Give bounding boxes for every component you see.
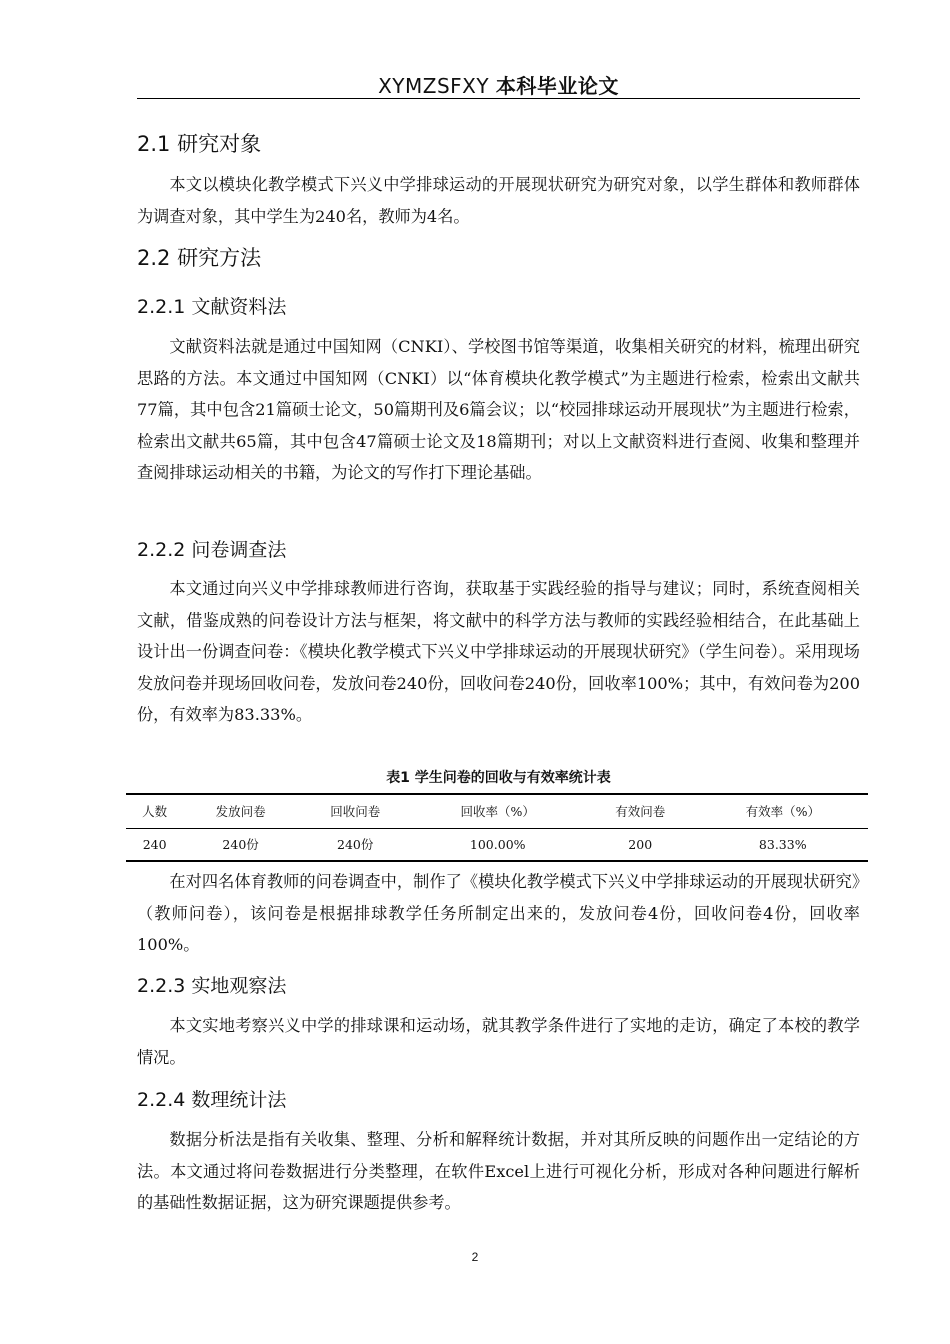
cell-returned: 240份 bbox=[337, 837, 374, 853]
heading-2-2-3: 2.2.3 实地观察法 bbox=[137, 975, 287, 997]
cell-issued: 240份 bbox=[222, 837, 259, 853]
paragraph-2-2-2-b: 在对四名体育教师的问卷调查中，制作了《模块化教学模式下兴义中学排球运动的开展现状研究》（教师问卷），该问卷是根据排球教学任务所制定出来的，发放问卷4份，回收问卷4份，回收率100%。 bbox=[137, 872, 860, 954]
col-header-return-rate: 回收率（%） bbox=[460, 804, 535, 820]
paragraph-2-2-3: 本文实地考察兴义中学的排球课和运动场，就其教学条件进行了实地的走访，确定了本校的教学情况。 bbox=[137, 1016, 860, 1067]
table-row bbox=[126, 828, 868, 861]
paragraph-2-2-2-a: 本文通过向兴义中学排球教师进行咨询，获取基于实践经验的指导与建议；同时，系统查阅相关文献，借鉴成熟的问卷设计方法与框架，将文献中的科学方法与教师的实践经验相结合，在此基础上设计出一份调查问卷：《模块化教学模式下兴义中学排球运动的开展现状研究》（学生问卷）。采用现场发放问卷并现场回收问卷，发放问卷240份，回收问卷240份，回收率100%；其中，有效问卷为200份，有效率为83.33%。 bbox=[137, 579, 860, 724]
header-rule bbox=[137, 98, 860, 99]
heading-2-2-1: 2.2.1 文献资料法 bbox=[137, 296, 287, 318]
heading-2-2-4: 2.2.4 数理统计法 bbox=[137, 1089, 287, 1111]
paragraph-2-2-1: 文献资料法就是通过中国知网（CNKI）、学校图书馆等渠道，收集相关研究的材料，梳理出研究思路的方法。本文通过中国知网（CNKI）以“体育模块化教学模式”为主题进行检索，检索出文献共77篇，其中包含21篇硕士论文，50篇期刊及6篇会议；以“校园排球运动开展现状”为主题进行检索，检索出文献共65篇，其中包含47篇硕士论文及18篇期刊；对以上文献资料进行查阅、收集和整理并查阅排球运动相关的书籍，为论文的写作打下理论基础。 bbox=[137, 337, 860, 482]
cell-valid: 200 bbox=[628, 836, 653, 852]
col-header-valid-rate: 有效率（%） bbox=[745, 804, 820, 820]
cell-return-rate: 100.00% bbox=[469, 836, 526, 852]
questionnaire-stats-table bbox=[126, 793, 868, 862]
heading-2-2-2: 2.2.2 问卷调查法 bbox=[137, 539, 287, 561]
heading-2-2: 2.2 研究方法 bbox=[137, 246, 262, 270]
heading-2-1: 2.1 研究对象 bbox=[137, 132, 262, 156]
header-latin: XYMZSFXY bbox=[378, 74, 490, 98]
table-caption: 表1 学生问卷的回收与有效率统计表 bbox=[386, 770, 611, 786]
header-chinese: 本科毕业论文 bbox=[495, 74, 619, 98]
col-header-returned: 回收问卷 bbox=[330, 804, 381, 820]
paragraph-2-2-4: 数据分析法是指有关收集、整理、分析和解释统计数据，并对其所反映的问题作出一定结论的方法。本文通过将问卷数据进行分类整理，在软件Excel上进行可视化分析，形成对各种问题进行解析的基础性数据证据，这为研究课题提供参考。 bbox=[137, 1130, 860, 1212]
table-header-row bbox=[126, 794, 868, 828]
col-header-valid: 有效问卷 bbox=[615, 804, 666, 820]
running-header bbox=[137, 70, 860, 99]
cell-valid-rate: 83.33% bbox=[758, 836, 807, 852]
page-number: 2 bbox=[471, 1250, 479, 1264]
col-header-issued: 发放问卷 bbox=[215, 804, 266, 820]
paragraph-2-1: 本文以模块化教学模式下兴义中学排球运动的开展现状研究为研究对象，以学生群体和教师群体为调查对象，其中学生为240名，教师为4名。 bbox=[137, 175, 860, 226]
cell-people: 240 bbox=[142, 836, 167, 852]
col-header-people: 人数 bbox=[142, 804, 168, 820]
